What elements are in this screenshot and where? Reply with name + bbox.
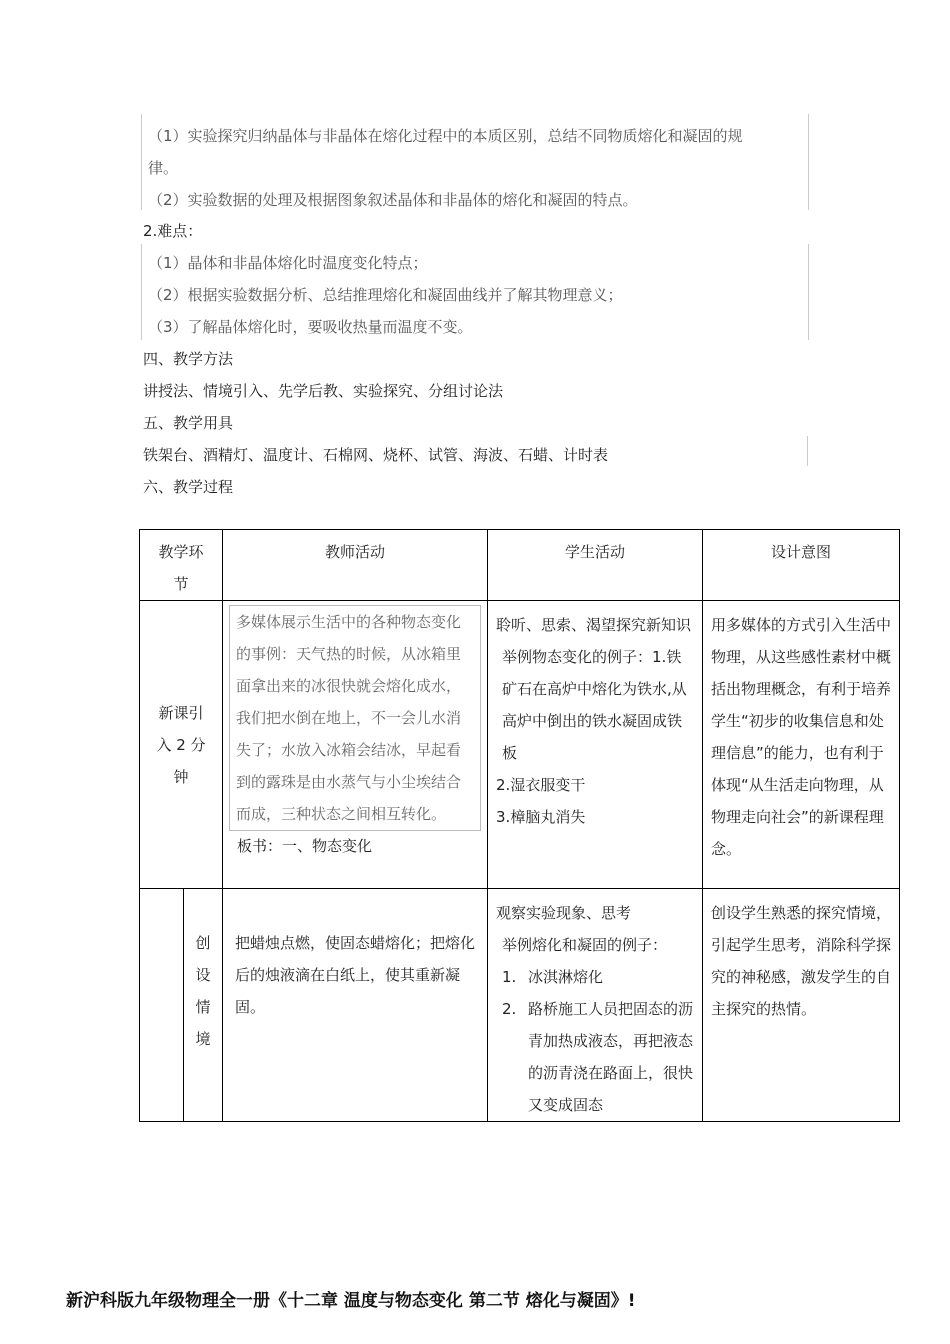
process-heading: 六、教学过程 — [143, 478, 234, 496]
row2-teacher: 把蜡烛点燃，使固态蜡熔化；把熔化后的烛液滴在白纸上，使其重新凝固。 — [223, 889, 488, 1122]
row1-teacher-boxed: 多媒体展示生活中的各种物态变化的事例：天气热的时候，从冰箱里面拿出来的冰很快就会熔化成水，我们把水倒在地上，不一会儿水消失了；水放入冰箱会结冰，早起看到的露珠是由水蒸气与小尘埃结合而成，三种状态之间相互转化。 — [229, 605, 481, 831]
row2-sub-stage-char-1: 创 — [195, 934, 211, 952]
document-footer: 新沪科版九年级物理全一册《十二章 温度与物态变化 第二节 熔化与凝固》! — [66, 1291, 636, 1311]
row1-stage — [140, 601, 223, 889]
row1-teacher-board: 板书：一、物态变化 — [237, 837, 373, 855]
key-points-box — [141, 114, 809, 210]
row2-sub-stage-char-4: 境 — [195, 1030, 211, 1048]
row1-student-line1: 聆听、思索、渴望探究新知识 — [496, 616, 692, 634]
list-item-number: 2. — [502, 1000, 517, 1018]
list-item — [496, 993, 694, 1121]
row1-student-line2: 举例物态变化的例子：1.铁矿石在高炉中熔化为铁水,从高炉中倒出的铁水凝固成铁板 — [502, 648, 687, 762]
header-stage-line1: 教学环 — [158, 543, 204, 561]
row1-stage-line3: 钟 — [173, 767, 189, 786]
key-point-1-line1: （1）实验探究归纳晶体与非晶体在熔化过程中的本质区别，总结不同物质熔化和凝固的规 — [148, 127, 743, 145]
row1-intent: 用多媒体的方式引入生活中物理，从这些感性素材中概括出物理概念，有利于培养学生“初步的收集信息和处理信息”的能力，也有利于体现“从生活走向物理，从物理走向社会”的新课程理念。 — [703, 601, 900, 889]
row2-intent: 创设学生熟悉的探究情境，引起学生思考，消除科学探究的神秘感，激发学生的自主探究的热情。 — [703, 889, 900, 1122]
header-stage-line2: 节 — [173, 575, 189, 593]
row2-student-line1: 观察实验现象、思考 — [496, 904, 632, 922]
list-item-number: 1. — [502, 968, 517, 986]
row2-student — [488, 889, 703, 1122]
row1-student-line3: 2.湿衣服变干 — [496, 776, 586, 794]
header-intent: 设计意图 — [703, 530, 900, 601]
header-student: 学生活动 — [488, 530, 703, 601]
list-item-text: 冰淇淋熔化 — [528, 968, 604, 986]
tools-heading: 五、教学用具 — [143, 414, 234, 432]
header-stage — [140, 530, 223, 601]
methods-text: 讲授法、情境引入、先学后教、实验探究、分组讨论法 — [143, 382, 504, 400]
row1-stage-line2: 入 2 分 — [156, 735, 206, 754]
difficulty-item-1: （1）晶体和非晶体熔化时温度变化特点； — [148, 254, 428, 272]
row2-sub-stage — [184, 889, 223, 1122]
tools-divider — [807, 436, 808, 466]
list-item-text: 路桥施工人员把固态的沥青加热成液态，再把液态的沥青浇在路面上，很快又变成固态 — [528, 1000, 694, 1114]
row1-student — [488, 601, 703, 889]
difficulties-heading: 2.难点： — [143, 222, 203, 240]
key-point-1-line2: 律。 — [148, 159, 179, 177]
difficulty-item-3: （3）了解晶体熔化时，要吸收热量而温度不变。 — [148, 318, 473, 336]
row1-teacher — [223, 601, 488, 889]
row2-student-line2: 举例熔化和凝固的例子： — [502, 936, 668, 954]
difficulty-item-2: （2）根据实验数据分析、总结推理熔化和凝固曲线并了解其物理意义； — [148, 286, 623, 304]
methods-heading: 四、教学方法 — [143, 350, 234, 368]
key-point-2: （2）实验数据的处理及根据图象叙述晶体和非晶体的熔化和凝固的特点。 — [148, 191, 638, 209]
difficulties-box — [141, 244, 809, 340]
row2-student-list — [496, 961, 694, 1121]
row2-sub-stage-char-3: 情 — [195, 998, 211, 1016]
row1-student-line4: 3.樟脑丸消失 — [496, 808, 586, 826]
row2-sub-stage-char-2: 设 — [195, 966, 211, 984]
tools-text: 铁架台、酒精灯、温度计、石棉网、烧杯、试管、海波、石蜡、计时表 — [143, 446, 609, 464]
list-item — [496, 961, 694, 993]
header-teacher: 教师活动 — [223, 530, 488, 601]
row1-stage-line1: 新课引 — [158, 703, 204, 722]
row2-stage-empty — [140, 889, 184, 1122]
lesson-table — [139, 529, 900, 1122]
